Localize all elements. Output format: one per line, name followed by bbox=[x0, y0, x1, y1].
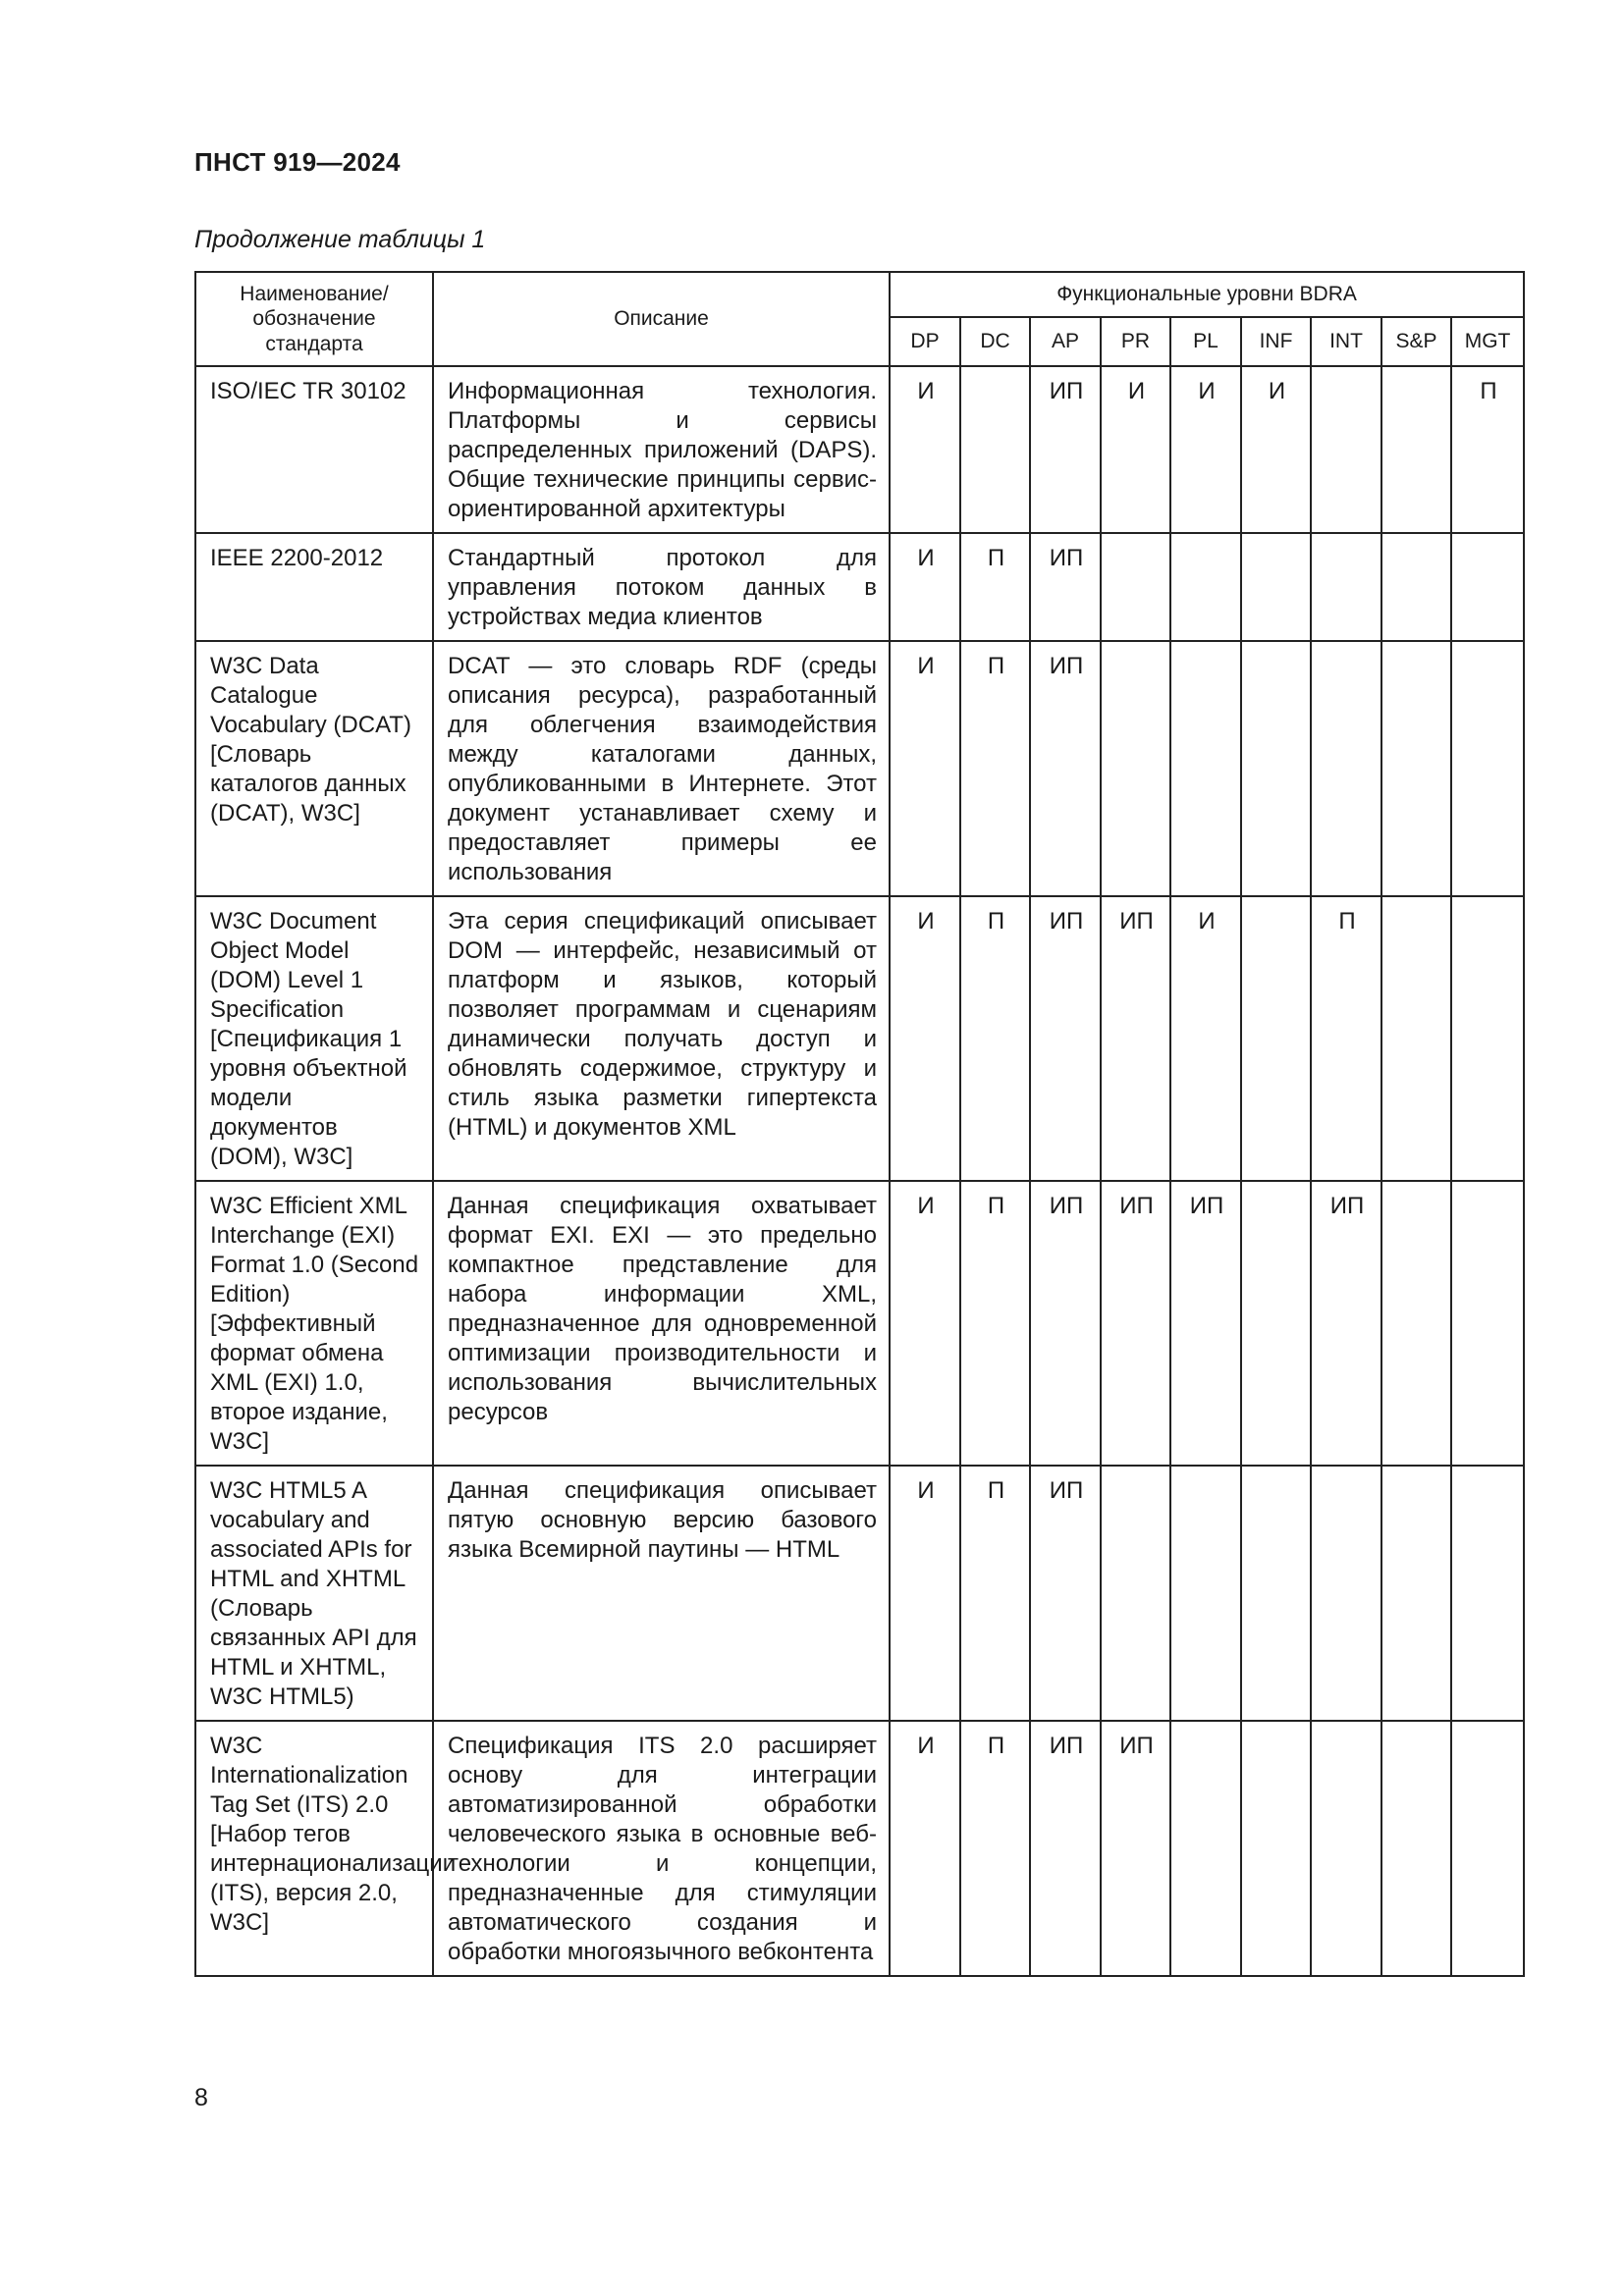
level-value-cell bbox=[1451, 896, 1524, 1181]
level-value-cell: ИП bbox=[1030, 1466, 1101, 1721]
standard-description-cell: Спецификация ITS 2.0 расширяет основу для интеграции автоматизированной обработки человеческого языка в основные веб-технологии и концепции, предназначенные для стимуляции автоматического создания и обработки многоязычного вебконтента bbox=[433, 1721, 890, 1976]
standard-name-cell: W3C HTML5 A vocabulary and associated APIs for HTML and XHTML (Словарь связанных API для HTML и XHTML, W3C HTML5) bbox=[195, 1466, 433, 1721]
level-value-cell bbox=[1241, 1181, 1311, 1466]
header-level-dc: DC bbox=[960, 317, 1030, 366]
level-value-cell: ИП bbox=[1030, 533, 1101, 641]
level-value-cell bbox=[1311, 641, 1381, 896]
level-value-cell: И bbox=[890, 1181, 960, 1466]
level-value-cell: ИП bbox=[1030, 1721, 1101, 1976]
level-value-cell bbox=[1241, 1466, 1311, 1721]
level-value-cell bbox=[1381, 533, 1451, 641]
level-value-cell: И bbox=[890, 641, 960, 896]
level-value-cell: И bbox=[890, 366, 960, 533]
table-row bbox=[195, 896, 1524, 1181]
document-code: ПНСТ 919—2024 bbox=[194, 147, 401, 177]
level-value-cell bbox=[1241, 896, 1311, 1181]
header-levels-group: Функциональные уровни BDRA bbox=[890, 272, 1524, 317]
level-value-cell bbox=[1311, 366, 1381, 533]
level-value-cell: ИП bbox=[1030, 1181, 1101, 1466]
level-value-cell bbox=[1101, 1466, 1170, 1721]
table-row bbox=[195, 1466, 1524, 1721]
level-value-cell: П bbox=[1451, 366, 1524, 533]
standard-description-cell: Информационная технология. Платформы и сервисы распределенных приложений (DAPS). Общие технические принципы сервис-ориентированной архитектуры bbox=[433, 366, 890, 533]
level-value-cell: И bbox=[890, 1721, 960, 1976]
standard-description-cell: Данная спецификация охватывает формат EXI. EXI — это предельно компактное представление для набора информации XML, предназначенное для одновременной оптимизации производительности и использования вычислительных ресурсов bbox=[433, 1181, 890, 1466]
level-value-cell bbox=[1241, 1721, 1311, 1976]
level-value-cell bbox=[1451, 533, 1524, 641]
level-value-cell: И bbox=[1101, 366, 1170, 533]
level-value-cell bbox=[1311, 1466, 1381, 1721]
level-value-cell bbox=[1311, 533, 1381, 641]
level-value-cell bbox=[1381, 1721, 1451, 1976]
standard-name-cell: IEEE 2200-2012 bbox=[195, 533, 433, 641]
level-value-cell bbox=[1170, 1466, 1241, 1721]
level-value-cell bbox=[1241, 641, 1311, 896]
level-value-cell: И bbox=[1241, 366, 1311, 533]
level-value-cell: П bbox=[960, 896, 1030, 1181]
level-value-cell bbox=[1241, 533, 1311, 641]
level-value-cell bbox=[1451, 1466, 1524, 1721]
header-level-mgt: MGT bbox=[1451, 317, 1524, 366]
level-value-cell bbox=[1451, 641, 1524, 896]
level-value-cell: ИП bbox=[1101, 896, 1170, 1181]
level-value-cell bbox=[1311, 1721, 1381, 1976]
level-value-cell: П bbox=[960, 533, 1030, 641]
header-name-col: Наименование/ обозначение стандарта bbox=[195, 272, 433, 366]
table-row bbox=[195, 641, 1524, 896]
header-level-sp: S&P bbox=[1381, 317, 1451, 366]
level-value-cell bbox=[1101, 533, 1170, 641]
header-description-col: Описание bbox=[433, 272, 890, 366]
level-value-cell: П bbox=[960, 1721, 1030, 1976]
table-row bbox=[195, 533, 1524, 641]
level-value-cell: И bbox=[890, 533, 960, 641]
standard-description-cell: DCAT — это словарь RDF (среды описания ресурса), разработанный для облегчения взаимодействия между каталогами данных, опубликованными в Интернете. Этот документ устанавливает схему и предоставляет примеры ее использования bbox=[433, 641, 890, 896]
standard-description-cell: Стандартный протокол для управления потоком данных в устройствах медиа клиентов bbox=[433, 533, 890, 641]
level-value-cell: П bbox=[960, 641, 1030, 896]
level-value-cell bbox=[1381, 1181, 1451, 1466]
level-value-cell: И bbox=[890, 1466, 960, 1721]
level-value-cell bbox=[1170, 533, 1241, 641]
level-value-cell: ИП bbox=[1030, 366, 1101, 533]
level-value-cell bbox=[1451, 1721, 1524, 1976]
level-value-cell: ИП bbox=[1101, 1181, 1170, 1466]
standard-name-cell: W3C Internationalization Tag Set (ITS) 2.0 [Набор тегов интернационализации (ITS), версия 2.0, W3C] bbox=[195, 1721, 433, 1976]
level-value-cell bbox=[1381, 641, 1451, 896]
header-level-ap: AP bbox=[1030, 317, 1101, 366]
level-value-cell bbox=[1170, 1721, 1241, 1976]
level-value-cell: ИП bbox=[1030, 641, 1101, 896]
level-value-cell bbox=[1170, 641, 1241, 896]
standard-description-cell: Эта серия спецификаций описывает DOM — интерфейс, независимый от платформ и языков, который позволяет программам и сценариям динамически получать доступ и обновлять содержимое, структуру и стиль языка разметки гипертекста (HTML) и документов XML bbox=[433, 896, 890, 1181]
header-level-pl: PL bbox=[1170, 317, 1241, 366]
level-value-cell bbox=[1101, 641, 1170, 896]
header-level-pr: PR bbox=[1101, 317, 1170, 366]
level-value-cell: И bbox=[1170, 366, 1241, 533]
table-caption: Продолжение таблицы 1 bbox=[194, 226, 486, 253]
level-value-cell bbox=[1381, 366, 1451, 533]
table-row bbox=[195, 366, 1524, 533]
header-level-dp: DP bbox=[890, 317, 960, 366]
table-row bbox=[195, 1181, 1524, 1466]
level-value-cell bbox=[1451, 1181, 1524, 1466]
level-value-cell bbox=[960, 366, 1030, 533]
level-value-cell: И bbox=[890, 896, 960, 1181]
level-value-cell: ИП bbox=[1030, 896, 1101, 1181]
standards-table bbox=[194, 271, 1525, 1977]
header-level-int: INT bbox=[1311, 317, 1381, 366]
standard-name-cell: W3C Document Object Model (DOM) Level 1 Specification [Спецификация 1 уровня объектной модели документов (DOM), W3C] bbox=[195, 896, 433, 1181]
level-value-cell: П bbox=[960, 1466, 1030, 1721]
header-level-inf: INF bbox=[1241, 317, 1311, 366]
page-number: 8 bbox=[194, 2084, 208, 2111]
standard-description-cell: Данная спецификация описывает пятую основную версию базового языка Всемирной паутины — HTML bbox=[433, 1466, 890, 1721]
standard-name-cell: ISO/IEC TR 30102 bbox=[195, 366, 433, 533]
level-value-cell: ИП bbox=[1101, 1721, 1170, 1976]
table-row bbox=[195, 1721, 1524, 1976]
level-value-cell: П bbox=[960, 1181, 1030, 1466]
level-value-cell: И bbox=[1170, 896, 1241, 1181]
level-value-cell: ИП bbox=[1311, 1181, 1381, 1466]
level-value-cell: П bbox=[1311, 896, 1381, 1181]
standard-name-cell: W3C Data Catalogue Vocabulary (DCAT) [Словарь каталогов данных (DCAT), W3C] bbox=[195, 641, 433, 896]
level-value-cell bbox=[1381, 896, 1451, 1181]
standard-name-cell: W3C Efficient XML Interchange (EXI) Format 1.0 (Second Edition) [Эффективный формат обмена XML (EXI) 1.0, второе издание, W3C] bbox=[195, 1181, 433, 1466]
level-value-cell: ИП bbox=[1170, 1181, 1241, 1466]
level-value-cell bbox=[1381, 1466, 1451, 1721]
